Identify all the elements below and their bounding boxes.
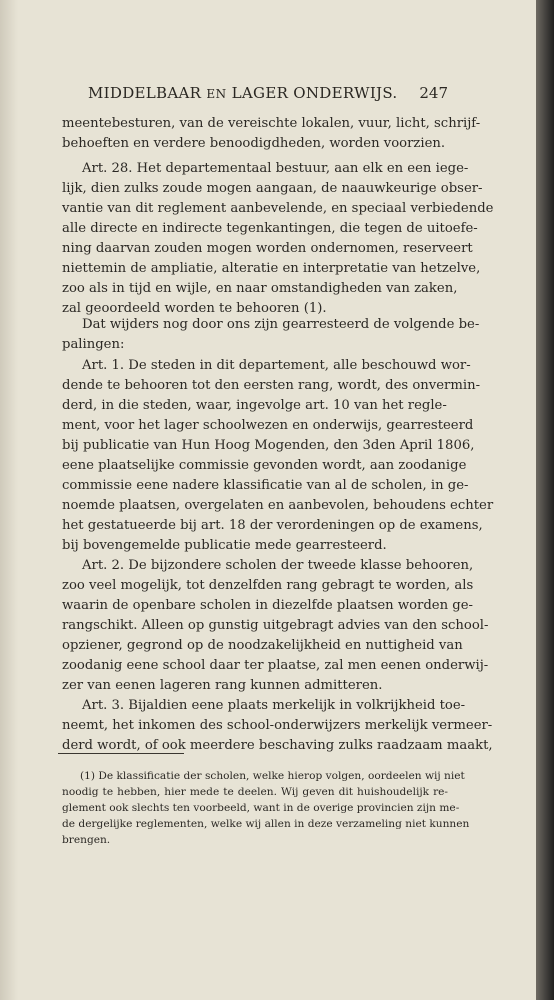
text-line: Art. 3. Bijaldien eene plaats merkelijk in volkrijkheid toe- [82,698,466,713]
text-line: zer van eenen lageren rang kunnen admitteren. [62,678,383,693]
footnote-line: de dergelijke reglementen, welke wij allen in deze verzameling niet kunnen [62,818,470,830]
footnote-divider [58,753,184,754]
text-line: ment, voor het lager schoolwezen en onderwijs, gearresteerd [62,418,474,433]
text-line: behoeften en verdere benoodigdheden, worden voorzien. [62,136,446,151]
text-line: Art. 1. De steden in dit departement, alle beschouwd wor- [82,358,471,373]
text-line: zal geoordeeld worden te behooren (1). [62,301,327,316]
text-line: zoo als in tijd en wijle, en naar omstandigheden van zaken, [62,281,458,296]
running-title-en: EN [206,87,227,101]
running-title-part-a: MIDDELBAAR [88,84,207,102]
text-line: commissie eene nadere klassificatie van al de scholen, in ge- [62,478,469,493]
text-line: meentebesturen, van de vereischte lokalen, vuur, licht, schrijf- [62,116,481,131]
page-left-edge [0,0,18,1000]
text-line: Art. 2. De bijzondere scholen der tweede klasse behooren, [82,558,474,573]
text-line: neemt, het inkomen des school-onderwijzers merkelijk vermeer- [62,718,493,733]
footnote-line: (1) De klassificatie der scholen, welke hierop volgen, oordeelen wij niet [80,770,465,782]
text-line: opziener, gegrond op de noodzakelijkheid en nuttigheid van [62,638,463,653]
text-line: vantie van dit reglement aanbevelende, en speciaal verbiedende [62,201,494,216]
text-line: alle directe en indirecte tegenkantingen, die tegen de uitoefe- [62,221,478,236]
text-line: bij publicatie van Hun Hoog Mogenden, den 3den April 1806, [62,438,475,453]
text-line: zoo veel mogelijk, tot denzelfden rang gebragt te worden, als [62,578,474,593]
text-line: Dat wijders nog door ons zijn gearresteerd de volgende be- [82,317,480,332]
text-line: derd wordt, of ook meerdere beschaving zulks raadzaam maakt, [62,738,493,753]
text-line: waarin de openbare scholen in diezelfde plaatsen worden ge- [62,598,473,613]
running-title [88,84,397,102]
book-spine-shadow [536,0,554,1000]
text-line: rangschikt. Alleen op gunstig uitgebragt advies van den school- [62,618,489,633]
text-line: derd, in die steden, waar, ingevolge art. 10 van het regle- [62,398,447,413]
page-number: 247 [419,84,448,102]
text-line: lijk, dien zulks zoude mogen aangaan, de naauwkeurige obser- [62,181,483,196]
footnote-line: noodig te hebben, hier mede te deelen. Wij geven dit huishoudelijk re- [62,786,448,798]
footnote-line: brengen. [62,834,111,846]
text-line: zoodanig eene school daar ter plaatse, zal men eenen onderwij- [62,658,489,673]
text-line: palingen: [62,337,125,352]
text-line: Art. 28. Het departementaal bestuur, aan elk en een iege- [82,161,469,176]
text-line: ning daarvan zouden mogen worden ondernomen, reserveert [62,241,473,256]
text-line: bij bovengemelde publicatie mede gearresteerd. [62,538,387,553]
text-line: het gestatueerde bij art. 18 der verordeningen op de examens, [62,518,483,533]
text-line: niettemin de ampliatie, alteratie en interpretatie van hetzelve, [62,261,481,276]
text-line: noemde plaatsen, overgelaten en aanbevolen, behoudens echter [62,498,494,513]
text-line: eene plaatselijke commissie gevonden wordt, aan zoodanige [62,458,467,473]
running-title-part-b: LAGER ONDERWIJS. [226,84,398,102]
text-line: dende te behooren tot den eersten rang, wordt, des onvermin- [62,378,481,393]
running-head [88,84,448,108]
footnote-line: glement ook slechts ten voorbeeld, want in de overige provincien zijn me- [62,802,460,814]
